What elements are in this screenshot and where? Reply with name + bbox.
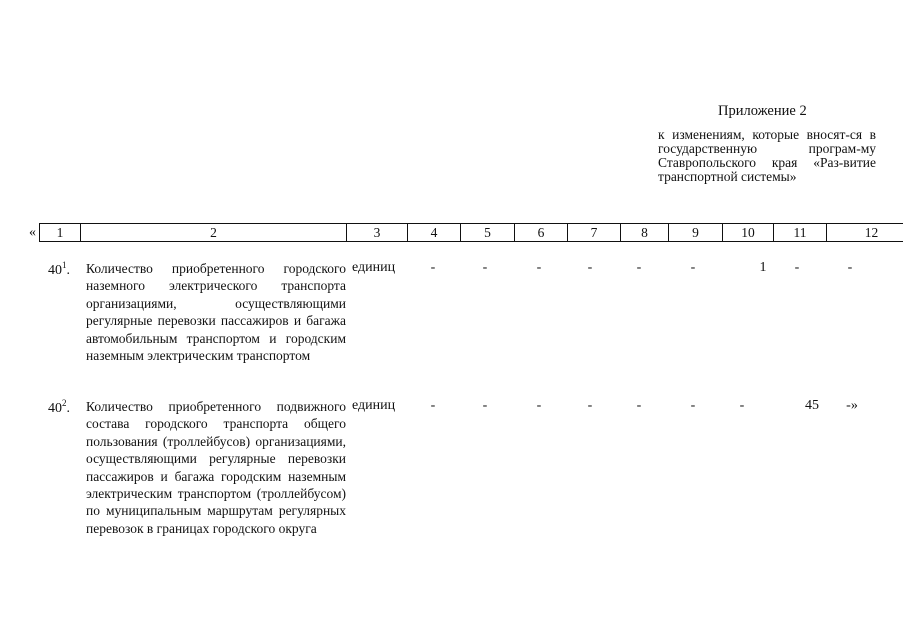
- column-header-10: 10: [723, 224, 774, 242]
- cell-col7: -: [587, 260, 593, 275]
- row-number-main: 40: [48, 263, 62, 278]
- column-header-2: 2: [81, 224, 347, 242]
- cell-col6: -: [536, 398, 542, 413]
- cell-col10: 1: [759, 260, 767, 275]
- cell-col11: -: [794, 260, 800, 275]
- cell-col6: -: [536, 260, 542, 275]
- cell-col12: -: [847, 260, 853, 275]
- column-header-7: 7: [568, 224, 621, 242]
- cell-col9: -: [690, 260, 696, 275]
- row-unit: единиц: [352, 398, 396, 413]
- row-number: [30, 260, 70, 279]
- row-number-suffix: .: [66, 401, 70, 416]
- column-header-row: [39, 223, 903, 242]
- cell-col5: -: [482, 398, 488, 413]
- column-header-3: 3: [347, 224, 408, 242]
- cell-col4: -: [430, 398, 436, 413]
- row-number: [30, 398, 70, 417]
- appendix-title: Приложение 2: [718, 103, 807, 119]
- column-header-1: 1: [40, 224, 81, 242]
- appendix-subtitle: к изменениям, которые вносят-ся в государственную програм-му Ставропольского края «Раз-витие транспортной системы»: [658, 127, 876, 184]
- row-number-superscript: 2: [62, 398, 67, 408]
- column-header-5: 5: [461, 224, 515, 242]
- cell-col4: -: [430, 260, 436, 275]
- cell-col7: -: [587, 398, 593, 413]
- cell-col9: -: [690, 398, 696, 413]
- column-header-9: 9: [669, 224, 723, 242]
- row-unit: единиц: [352, 260, 396, 275]
- column-header-4: 4: [408, 224, 461, 242]
- row-description: Количество приобретенного подвижного состава городского транспорта общего пользования (троллейбусов) организациями, осуществляющими регулярные перевозки пассажиров и багажа городским наземным электрическим транспортом (троллейбусом) по муниципальным маршрутам регулярных перевозок в границах городского округа: [86, 399, 346, 536]
- column-header-11: 11: [774, 224, 827, 242]
- row-description: Количество приобретенного городского наземного электрического транспорта организациями, осуществляющими регулярные перевозки пассажиров и багажа автомобильным транспортом и городским наземным электрическим транспортом: [86, 261, 346, 364]
- table-open-quote: «: [29, 225, 36, 240]
- column-header-8: 8: [621, 224, 669, 242]
- cell-col8: -: [636, 398, 642, 413]
- column-header-12: 12: [827, 224, 903, 242]
- cell-col8: -: [636, 260, 642, 275]
- row-number-superscript: 1: [62, 260, 67, 270]
- row-number-suffix: .: [66, 263, 70, 278]
- cell-col10: -: [739, 398, 745, 413]
- cell-col11: 45: [805, 398, 819, 413]
- column-header-6: 6: [515, 224, 568, 242]
- cell-col5: -: [482, 260, 488, 275]
- row-number-main: 40: [48, 401, 62, 416]
- cell-col12: -»: [846, 398, 858, 413]
